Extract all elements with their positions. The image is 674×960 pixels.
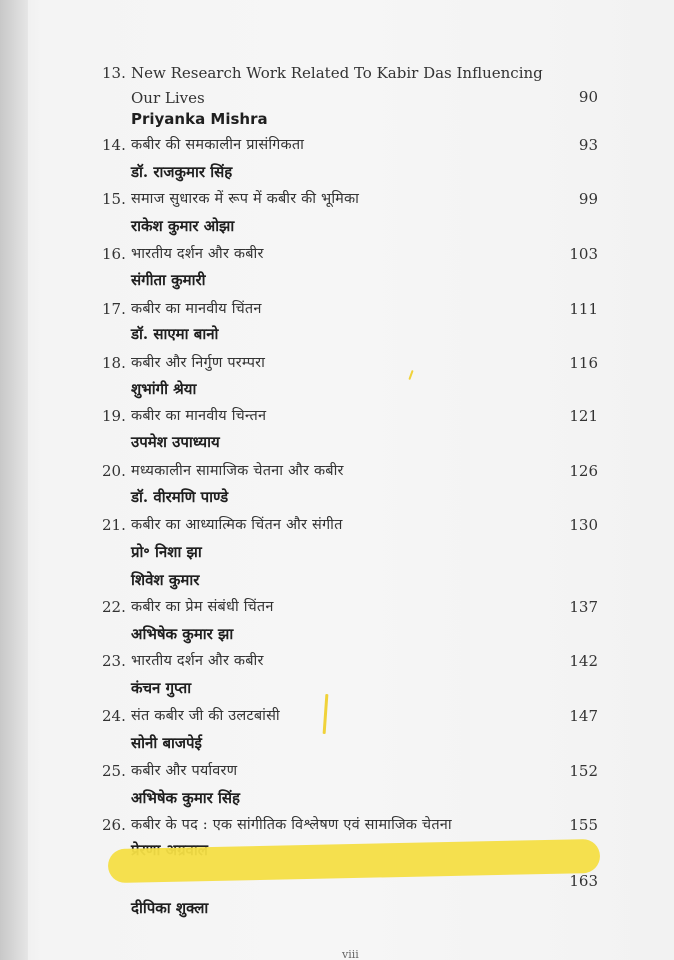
entry-13-title — [131, 61, 571, 111]
entry-23-title: भारतीय दर्शन और कबीर — [131, 653, 264, 669]
entry-16-number: 16. — [102, 245, 126, 263]
entry-22-number: 22. — [102, 598, 126, 616]
entry-19-author: उपमेश उपाध्याय — [131, 433, 220, 451]
pen-mark — [323, 694, 329, 734]
entry-20-title: मध्यकालीन सामाजिक चेतना और कबीर — [131, 463, 344, 479]
entry-21-title: कबीर का आध्यात्मिक चिंतन और संगीत — [131, 517, 343, 533]
entry-24-number: 24. — [102, 707, 126, 725]
entry-17-page: 111 — [569, 300, 598, 318]
entry-13-title-line-1: New Research Work Related To Kabir Das Influencing — [131, 64, 543, 82]
entry-26-number: 26. — [102, 816, 126, 834]
entry-19-number: 19. — [102, 407, 126, 425]
entry-26-page: 155 — [569, 816, 598, 834]
entry-20-number: 20. — [102, 462, 126, 480]
entry-14-title: कबीर की समकालीन प्रासंगिकता — [131, 137, 305, 153]
entry-16-page: 103 — [569, 245, 598, 263]
entry-17-number: 17. — [102, 300, 126, 318]
entry-15-title: समाज सुधारक में रूप में कबीर की भूमिका — [131, 191, 360, 207]
entry-16-author: संगीता कुमारी — [131, 271, 206, 289]
entry-22-title: कबीर का प्रेम संबंधी चिंतन — [131, 599, 274, 615]
entry-19-page: 121 — [569, 407, 598, 425]
entry-23-number: 23. — [102, 652, 126, 670]
entry-13-title-line-2: Our Lives — [131, 89, 205, 107]
entry-18-number: 18. — [102, 354, 126, 372]
entry-14-author: डॉ. राजकुमार सिंह — [131, 163, 233, 181]
entry-21-author-2: शिवेश कुमार — [131, 571, 200, 589]
entry-20-page: 126 — [569, 462, 598, 480]
entry-18-title: कबीर और निर्गुण परम्परा — [131, 355, 266, 371]
entry-13-author: Priyanka Mishra — [131, 110, 268, 128]
entry-21-author-1: प्रो॰ निशा झा — [131, 543, 202, 561]
entry-18-page: 116 — [569, 354, 598, 372]
entry-27-author: दीपिका शुक्ला — [131, 899, 209, 917]
entry-25-page: 152 — [569, 762, 598, 780]
entry-27-page: 163 — [569, 872, 598, 890]
entry-15-number: 15. — [102, 190, 126, 208]
entry-14-page: 93 — [578, 136, 598, 154]
entry-24-author: सोनी बाजपेई — [131, 734, 202, 752]
entry-19-title: कबीर का मानवीय चिन्तन — [131, 408, 267, 424]
entry-18-author: शुभांगी श्रेया — [131, 380, 197, 398]
entry-16-title: भारतीय दर्शन और कबीर — [131, 246, 264, 262]
entry-25-title: कबीर और पर्यावरण — [131, 763, 238, 779]
entry-13-page: 90 — [578, 88, 598, 106]
page-footer-number: viii — [342, 948, 359, 960]
entry-25-author: अभिषेक कुमार सिंह — [131, 789, 241, 807]
entry-21-number: 21. — [102, 516, 126, 534]
entry-24-title: संत कबीर जी की उलटबांसी — [131, 708, 280, 724]
entry-26-title: कबीर के पद : एक सांगीतिक विश्लेषण एवं सामाजिक चेतना — [131, 817, 452, 833]
entry-14-number: 14. — [102, 136, 126, 154]
entry-22-author: अभिषेक कुमार झा — [131, 625, 234, 643]
entry-15-page: 99 — [578, 190, 598, 208]
entry-25-number: 25. — [102, 762, 126, 780]
entry-22-page: 137 — [569, 598, 598, 616]
entry-20-author: डॉ. वीरमणि पाण्डे — [131, 488, 229, 506]
entry-23-page: 142 — [569, 652, 598, 670]
entry-23-author: कंचन गुप्ता — [131, 679, 192, 697]
entry-21-page: 130 — [569, 516, 598, 534]
entry-17-author: डॉ. साएमा बानो — [131, 325, 219, 343]
entry-13-number: 13. — [102, 64, 126, 82]
entry-24-page: 147 — [569, 707, 598, 725]
pen-mark — [408, 370, 413, 380]
entry-15-author: राकेश कुमार ओझा — [131, 217, 235, 235]
entry-17-title: कबीर का मानवीय चिंतन — [131, 301, 262, 317]
